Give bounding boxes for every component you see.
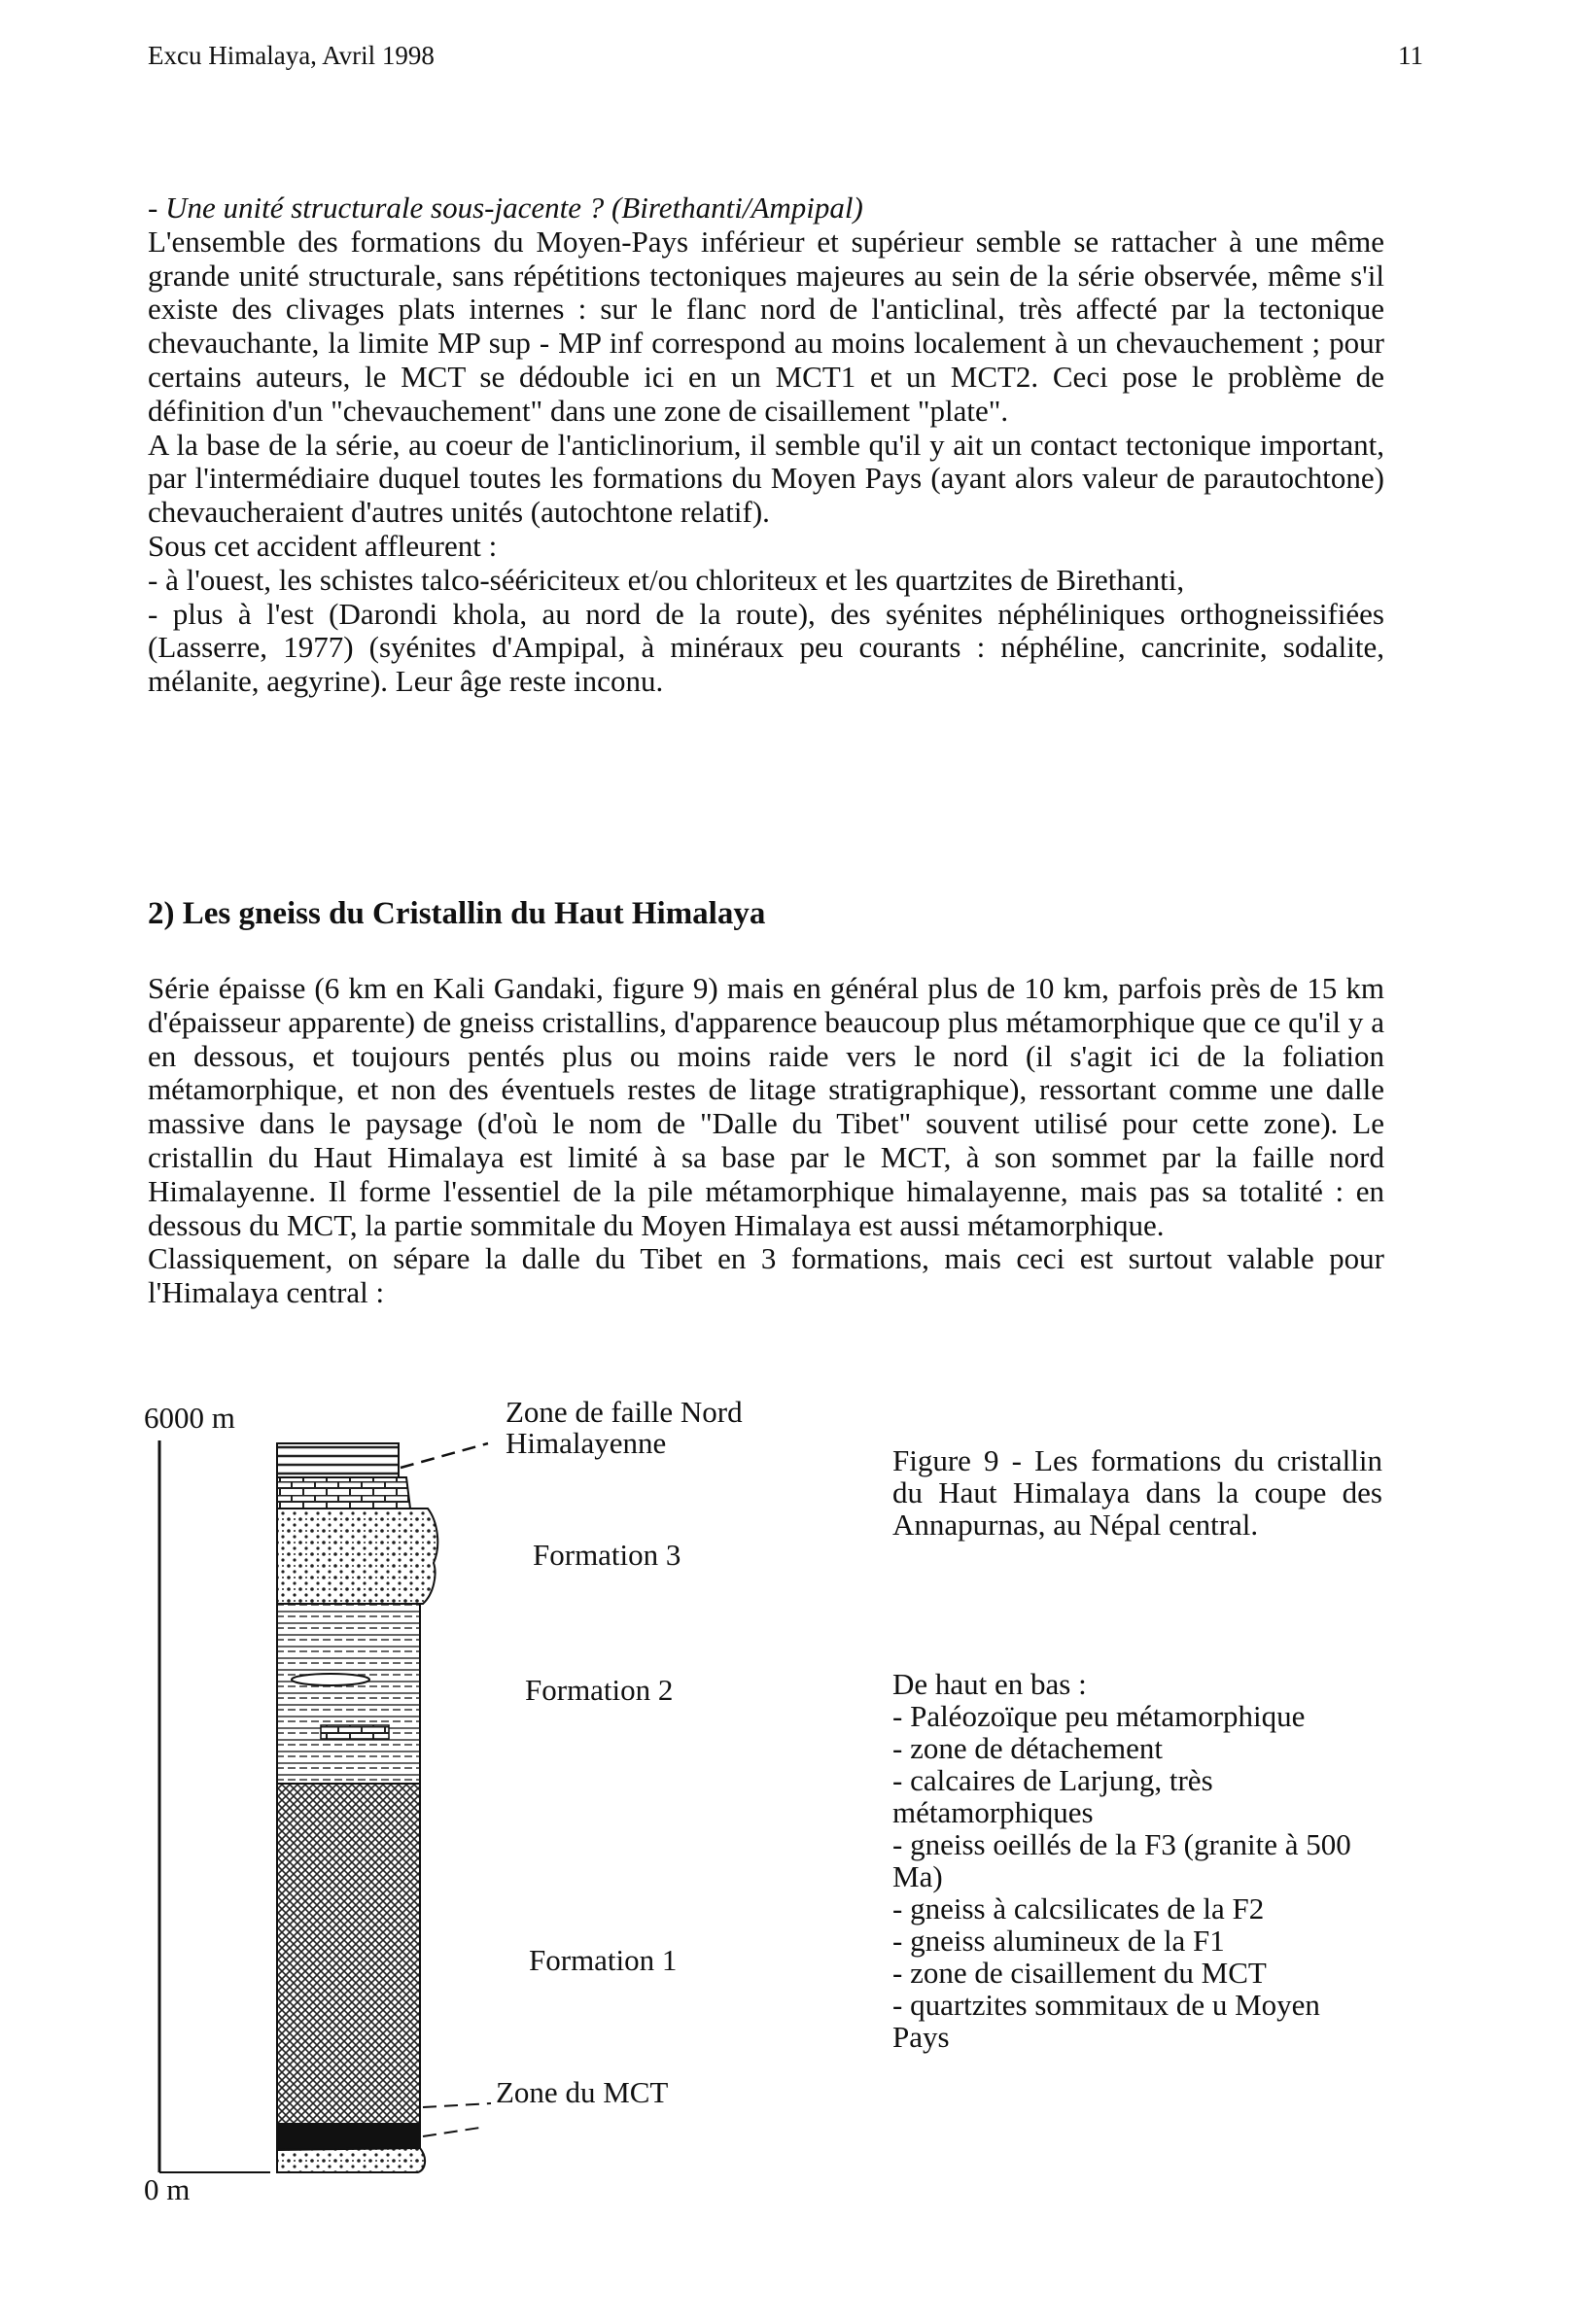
legend-item: - gneiss alumineux de la F1	[892, 1924, 1225, 1958]
mct-leader-lower	[423, 2127, 486, 2136]
fault-zone-label-2: Himalayenne	[506, 1426, 667, 1460]
paragraph: Série épaisse (6 km en Kali Gandaki, figure 9) mais en général plus de 10 km, parfois près de 15 km d'épaisseur apparente) de gneiss cristallins, d'apparence beaucoup plus métamorphique que ce qu'il y a en dessous, et toujours pentés plus ou moins raide vers le nord (il s'agit ici de la foliation métamorphique, et non des éventuels restes de litage stratigraphique), ressortant comme une dalle massive dans le paysage (d'où le nom de "Dalle du Tibet" souvent utilisé pour cette zone). Le cristallin du Haut Himalaya est limité à sa base par le MCT, à son sommet par la faille nord Himalayenne. Il forme l'essentiel de la pile métamorphique himalayenne, mais pas sa totalité : en dessous du MCT, la partie sommitale du Moyen Himalaya est aussi métamorphique.	[148, 971, 1384, 1242]
formation-3-layer	[277, 1509, 437, 1604]
fault-zone-label: Zone de faille Nord	[506, 1395, 743, 1429]
section-heading: 2) Les gneiss du Cristallin du Haut Himalaya	[148, 896, 766, 931]
figure-9	[144, 1395, 1410, 2206]
formation-2-layer	[277, 1604, 420, 1784]
lens-mark	[292, 1674, 369, 1685]
legend-item: - Paléozoïque peu métamorphique	[892, 1699, 1306, 1733]
quartzite-layer	[277, 2148, 425, 2172]
legend-item: - zone de détachement	[892, 1731, 1163, 1765]
legend-item: - quartzites sommitaux de u Moyen Pays	[892, 1988, 1320, 2054]
mct-zone-layer	[277, 2124, 420, 2150]
list-item: - plus à l'est (Darondi khola, au nord de la route), des syénites néphéliniques orthogneissifiées (Lasserre, 1977) (syénites d'Ampipal, à minéraux peu courants : néphéline, cancrinite, sodalite, mélanite, aegyrine). Leur âge reste inconu.	[148, 596, 1384, 699]
subsection-title: - Une unité structurale sous-jacente ? (Birethanti/Ampipal)	[148, 191, 863, 225]
section1-text	[148, 191, 1384, 699]
formation-2-label: Formation 2	[525, 1673, 674, 1707]
page-number: 11	[1398, 41, 1423, 70]
figure-legend	[892, 1668, 1379, 2053]
header-title: Excu Himalaya, Avril 1998	[148, 41, 435, 70]
figure-caption: Figure 9 - Les formations du cristallin du Haut Himalaya dans la coupe des Annapurnas, au Népal central.	[892, 1443, 1382, 1542]
section2-text	[148, 972, 1384, 1310]
mct-leader-upper	[423, 2103, 491, 2107]
legend-item: - gneiss oeillés de la F3 (granite à 500 Ma)	[892, 1827, 1351, 1893]
formation-1-label: Formation 1	[529, 1943, 678, 1977]
formation-3-label: Formation 3	[533, 1538, 681, 1572]
bottom-height-label: 0 m	[144, 2172, 191, 2206]
mct-zone-label: Zone du MCT	[496, 2075, 669, 2109]
calcsilicate-band	[321, 1725, 389, 1739]
list-item: - à l'ouest, les schistes talco-séériciteux et/ou chloriteux et les quartzites de Birethanti,	[148, 562, 1185, 597]
top-height-label: 6000 m	[144, 1401, 235, 1435]
larjung-limestone-layer	[277, 1477, 410, 1509]
legend-title: De haut en bas :	[892, 1667, 1087, 1701]
legend-item: - gneiss à calcsilicates de la F2	[892, 1891, 1265, 1925]
paragraph: L'ensemble des formations du Moyen-Pays inférieur et supérieur semble se rattacher à une même grande unité structurale, sans répétitions tectoniques majeures au sein de la série observée, même s'il existe des clivages plats internes : sur le flanc nord de l'anticlinal, très affecté par la tectonique chevauchante, la limite MP sup - MP inf correspond au moins localement à un chevauchement ; pour certains auteurs, le MCT se dédouble ici en un MCT1 et un MCT2. Ceci pose le problème de définition d'un "chevauchement" dans une zone de cisaillement "plate".	[148, 224, 1384, 428]
paragraph: Sous cet accident affleurent :	[148, 528, 498, 563]
paleozoic-layer	[277, 1443, 399, 1477]
paragraph: Classiquement, on sépare la dalle du Tibet en 3 formations, mais ceci est surtout valable pour l'Himalaya central :	[148, 1241, 1384, 1310]
legend-item: - calcaires de Larjung, très métamorphiques	[892, 1763, 1213, 1829]
fault-leader-line	[401, 1443, 488, 1468]
paragraph: A la base de la série, au coeur de l'anticlinorium, il semble qu'il y ait un contact tectonique important, par l'intermédiaire duquel toutes les formations du Moyen Pays (ayant alors valeur de parautochtone) chevaucheraient d'autres unités (autochtone relatif).	[148, 427, 1384, 530]
legend-item: - zone de cisaillement du MCT	[892, 1956, 1267, 1990]
formation-1-layer	[277, 1784, 420, 2124]
